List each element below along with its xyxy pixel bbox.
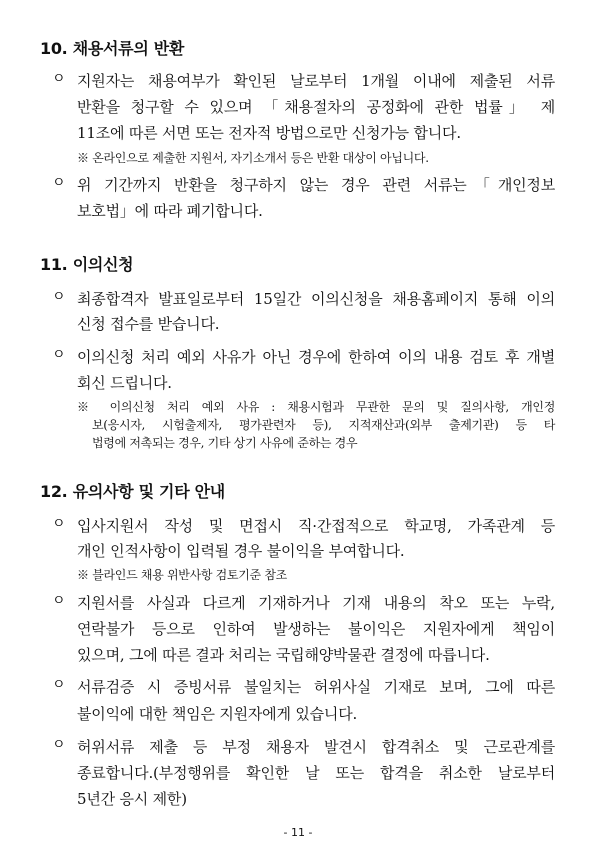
section-11-item-2-note-3: 법령에 저촉되는 경우, 기타 상기 사유에 준하는 경우	[92, 436, 358, 450]
section-10-heading: 10. 채용서류의 반환	[40, 39, 185, 58]
section-10-item-1-note: ※ 온라인으로 제출한 지원서, 자기소개서 등은 반환 대상이 아닙니다.	[77, 151, 429, 165]
section-12-item-3-line-2: 불이익에 대한 책임은 지원자에게 있습니다.	[77, 705, 358, 723]
section-11-item-2-line-2: 회신 드립니다.	[77, 374, 172, 392]
bullet-icon: ㅇ	[52, 175, 66, 191]
section-12-item-1-line-1: 입사지원서 작성 및 면접시 직·간접적으로 학교명, 가족관계 등	[77, 517, 555, 535]
section-10-item-2-line-1: 위 기간까지 반환을 청구하지 않는 경우 관련 서류는「개인정보	[77, 176, 555, 194]
section-12-item-4-line-2: 종료합니다.(부정행위를 확인한 날 또는 합격을 취소한 날로부터	[77, 764, 555, 782]
section-12-item-3-line-1: 서류검증 시 증빙서류 불일치는 허위사실 기재로 보며, 그에 따른	[77, 678, 555, 696]
bullet-icon: ㅇ	[52, 677, 66, 693]
section-12-item-2-line-3: 있으며, 그에 따른 결과 처리는 국립해양박물관 결정에 따릅니다.	[77, 646, 490, 664]
section-12-item-4-line-1: 허위서류 제출 등 부정 채용자 발견시 합격취소 및 근로관계를	[77, 738, 555, 756]
section-12-item-1-line-2: 개인 인적사항이 입력될 경우 불이익을 부여합니다.	[77, 542, 405, 560]
section-11-item-1-line-1: 최종합격자 발표일로부터 15일간 이의신청을 채용홈페이지 통해 이의	[77, 290, 555, 308]
section-10-item-2-line-2: 보호법」에 따라 폐기합니다.	[77, 202, 263, 220]
section-11-item-2-note-1: ※ 이의신청 처리 예외 사유 : 채용시험과 무관한 문의 및 질의사항, 개인정	[77, 400, 555, 414]
bullet-icon: ㅇ	[52, 737, 66, 753]
section-12-item-4-line-3: 5년간 응시 제한)	[77, 790, 187, 808]
page-number: - 11 -	[283, 826, 313, 839]
section-10-item-1-line-3: 11조에 따른 서면 또는 전자적 방법으로만 신청가능 합니다.	[77, 124, 461, 142]
section-11-heading: 11. 이의신청	[40, 255, 134, 274]
section-11-item-2-note-2: 보(응시자, 시험출제자, 평가관련자 등), 지적재산과(외부 출제기관) 등 타	[92, 418, 555, 432]
section-12-item-2-line-2: 연락불가 등으로 인하여 발생하는 불이익은 지원자에게 책임이	[77, 620, 555, 638]
section-10-item-1-line-2: 반환을 청구할 수 있으며 「채용절차의 공정화에 관한 법률」 제	[77, 98, 555, 116]
section-11-item-2-line-1: 이의신청 처리 예외 사유가 아닌 경우에 한하여 이의 내용 검토 후 개별	[77, 348, 555, 366]
section-12-heading: 12. 유의사항 및 기타 안내	[40, 482, 225, 501]
bullet-icon: ㅇ	[52, 289, 66, 305]
section-11-item-1-line-2: 신청 접수를 받습니다.	[77, 315, 220, 333]
bullet-icon: ㅇ	[52, 347, 66, 363]
bullet-icon: ㅇ	[52, 516, 66, 532]
section-10-item-1-line-1: 지원자는 채용여부가 확인된 날로부터 1개월 이내에 제출된 서류	[77, 72, 555, 90]
section-12-item-2-line-1: 지원서를 사실과 다르게 기재하거나 기재 내용의 착오 또는 누락,	[77, 594, 555, 612]
section-12-item-1-note: ※ 블라인드 채용 위반사항 검토기준 참조	[77, 568, 287, 582]
bullet-icon: ㅇ	[52, 593, 66, 609]
bullet-icon: ㅇ	[52, 71, 66, 87]
